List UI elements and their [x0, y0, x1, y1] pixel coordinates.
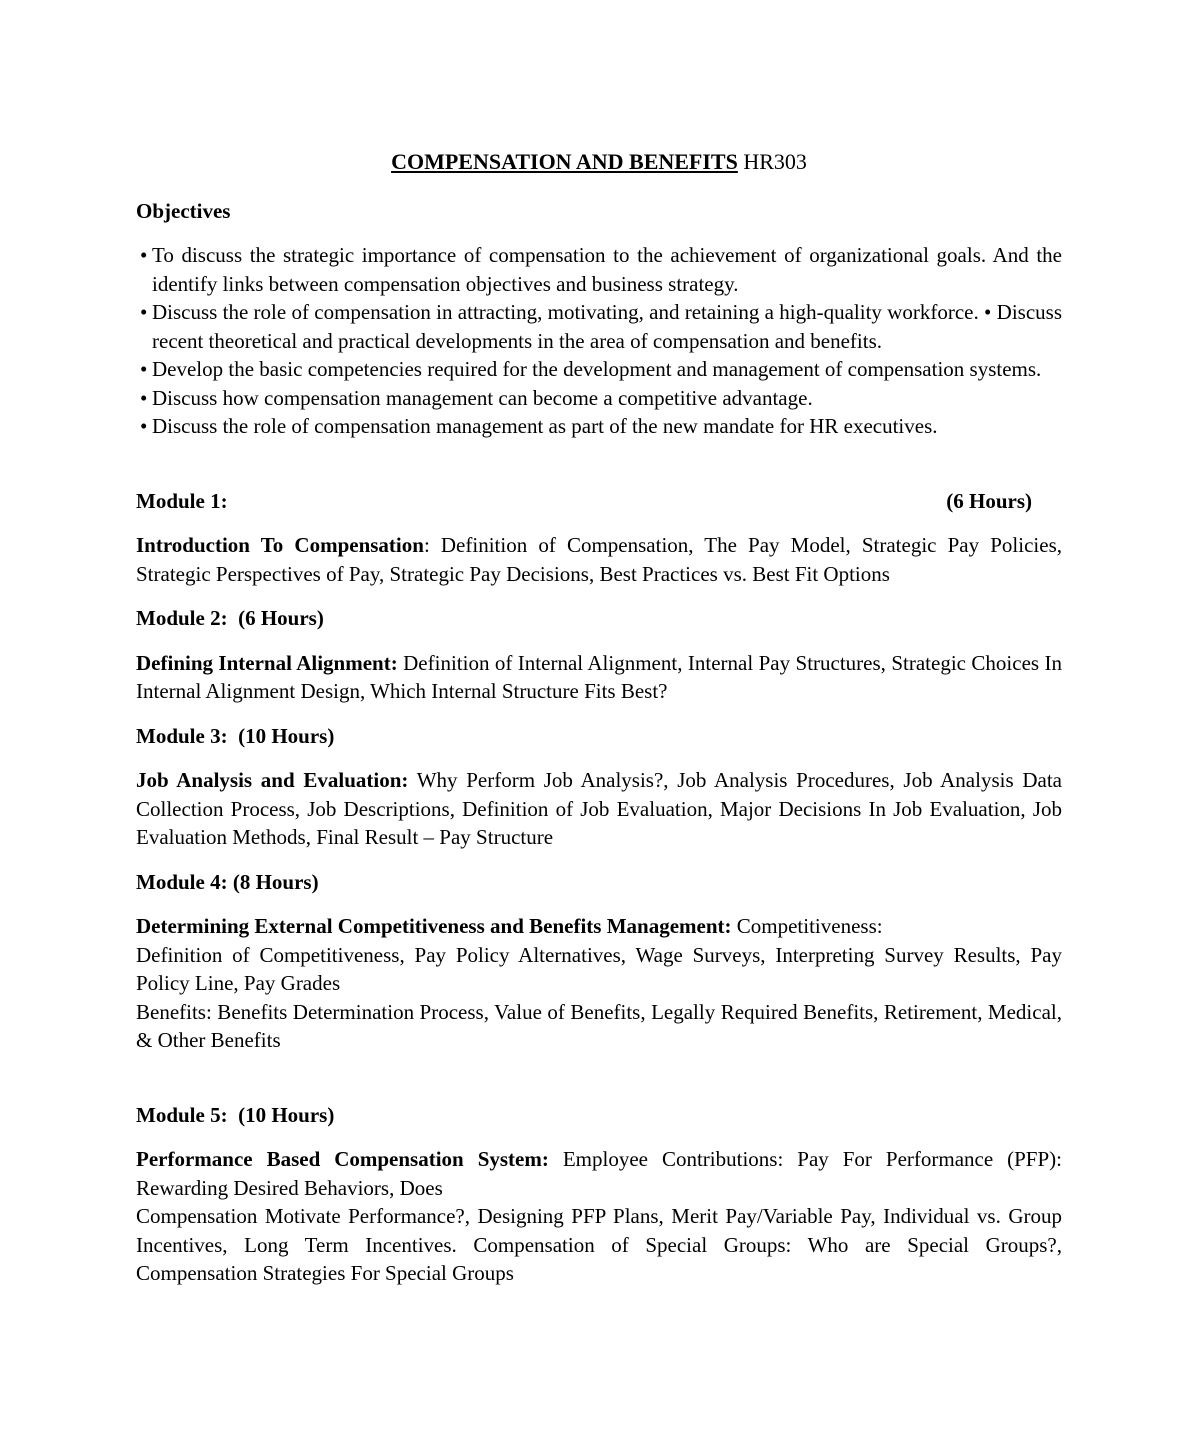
module-3-heading [136, 722, 1062, 751]
module-3-topic: Job Analysis and Evaluation: [136, 768, 409, 792]
module-4-heading [136, 868, 1062, 897]
bullet-icon: • [140, 357, 148, 381]
module-4-text: Competitiveness: [731, 914, 883, 938]
module-4-hours: (8 Hours) [232, 869, 319, 894]
module-1-text: : Definition of Compensation, The Pay Model, Strategic Pay Policies, Strategic Perspectives of Pay, Strategic Pay Decisions, Best Practices vs. Best Fit Options [136, 533, 1062, 586]
objective-text: Discuss the role of compensation in attracting, motivating, and retaining a high-quality workforce. • Discuss recent theoretical and practical developments in the area of compensation and benefits. [152, 300, 1062, 353]
module-4-competitiveness-text: Definition of Competitiveness, Pay Policy Alternatives, Wage Surveys, Interpreting Survey Results, Pay Policy Line, Pay Grades [136, 942, 1062, 995]
module-5-body [136, 1145, 1062, 1288]
module-3-label: Module 3: [136, 723, 228, 748]
module-2-hours: (6 Hours) [238, 606, 324, 630]
module-5-label: Module 5: [136, 1102, 228, 1127]
module-4-paragraph [136, 912, 1062, 941]
objective-item [136, 298, 1062, 355]
objective-text: Discuss the role of compensation management as part of the new mandate for HR executives. [152, 414, 938, 438]
module-2-body [136, 649, 1062, 706]
course-code: HR303 [743, 149, 807, 174]
document-page [136, 148, 1062, 1304]
module-4-topic: Determining External Competitiveness and Benefits Management: [136, 914, 732, 938]
module-1-body [136, 531, 1062, 588]
module-1-topic: Introduction To Compensation [136, 533, 424, 557]
objective-text: Discuss how compensation management can become a competitive advantage. [152, 385, 813, 410]
module-5-hours: (10 Hours) [238, 1102, 335, 1127]
objective-item [136, 355, 1062, 384]
module-5-text: Employee Contributions: Pay For Performance (PFP): Rewarding Desired Behaviors, Does [136, 1147, 1062, 1200]
module-4-label: Module 4: [136, 869, 228, 894]
bullet-icon: • [140, 243, 148, 267]
bullet-icon: • [140, 385, 148, 410]
module-2-topic: Defining Internal Alignment: [136, 650, 398, 675]
objective-text: Develop the basic competencies required for the development and management of compensation systems. [152, 357, 1042, 381]
objectives-heading: Objectives [136, 198, 231, 223]
module-3-text: Why Perform Job Analysis?, Job Analysis Procedures, Job Analysis Data Collection Process, Job Descriptions, Definition of Job Evaluation, Major Decisions In Job Evaluation, Job Evaluation Methods, Final Result – Pay Structure [136, 768, 1062, 849]
objectives-list [136, 241, 1062, 441]
module-3-body [136, 766, 1062, 852]
objective-item [136, 241, 1062, 298]
module-4-benefits-text: Benefits: Benefits Determination Process, Value of Benefits, Legally Required Benefits, Retirement, Medical, & Other Benefits [136, 999, 1062, 1052]
objective-item [136, 412, 1062, 441]
module-5-continuation-text: Compensation Motivate Performance?, Designing PFP Plans, Merit Pay/Variable Pay, Individual vs. Group Incentives, Long Term Incentives. Compensation of Special Groups: Who are Special Groups?, Compensation Strategies For Special Groups [136, 1204, 1062, 1285]
module-5-heading [136, 1101, 1062, 1130]
course-title [136, 148, 1062, 177]
module-1-label: Module 1: [136, 488, 228, 513]
module-5-paragraph [136, 1145, 1062, 1202]
module-4-body [136, 912, 1062, 1055]
module-2-heading [136, 604, 1062, 633]
course-title-main: COMPENSATION AND BENEFITS [391, 149, 738, 174]
module-1-hours: (6 Hours) [946, 488, 1032, 513]
module-2-text: Definition of Internal Alignment, Internal Pay Structures, Strategic Choices In Internal Alignment Design, Which Internal Structure Fits Best? [136, 650, 1062, 703]
module-2-label: Module 2: [136, 606, 228, 630]
module-1-heading [136, 487, 1062, 516]
module-3-hours: (10 Hours) [238, 723, 335, 748]
objective-text: To discuss the strategic importance of compensation to the achievement of organizational goals. And the identify links between compensation objectives and business strategy. [152, 243, 1062, 296]
bullet-icon: • [140, 414, 148, 438]
objective-item [136, 384, 1062, 413]
module-5-topic: Performance Based Compensation System: [136, 1147, 549, 1171]
bullet-icon: • [140, 300, 148, 324]
